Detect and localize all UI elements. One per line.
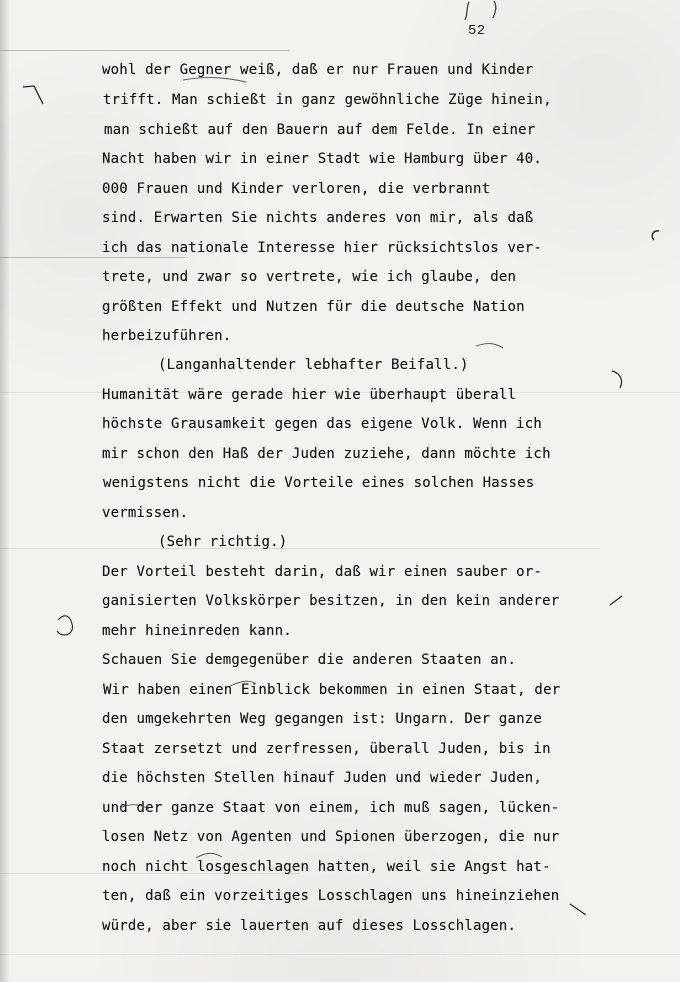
text-line: wenigstens nicht die Vorteile eines solchen Hasses (103, 475, 535, 491)
text-line: größten Effekt und Nutzen für die deutsche Nation (102, 299, 525, 315)
text-line: (Sehr richtig.) (158, 534, 288, 550)
text-line: Wir haben einen Einblick bekommen in einen Staat, der (103, 682, 561, 698)
text-line: Humanität wäre gerade hier wie überhaupt überall (102, 387, 517, 403)
text-line: mir schon den Haß der Juden zuziehe, dann möchte ich (102, 446, 551, 462)
text-line: mehr hineinreden kann. (102, 623, 292, 639)
text-line: trifft. Man schießt in ganz gewöhnliche Züge hinein, (103, 92, 552, 108)
text-line: 000 Frauen und Kinder verloren, die verbrannt (102, 181, 491, 197)
text-line: ganisierten Volkskörper besitzen, in den kein anderer (102, 593, 560, 609)
text-line: ich das nationale Interesse hier rücksichtslos ver- (102, 240, 543, 256)
text-line: Nacht haben wir in einer Stadt wie Hamburg über 40. (102, 151, 543, 167)
text-line: noch nicht losgeschlagen hatten, weil sie Angst hat- (102, 859, 551, 875)
text-line: vermissen. (102, 505, 189, 521)
text-line: wohl der Gegner weiß, daß er nur Frauen und Kinder (102, 62, 534, 78)
text-line: losen Netz von Agenten und Spionen überzogen, die nur (102, 829, 560, 845)
text-line: Staat zersetzt und zerfressen, überall Juden, bis in (102, 741, 551, 757)
text-line: trete, und zwar so vertrete, wie ich glaube, den (102, 269, 517, 285)
text-line: würde, aber sie lauerten auf dieses Losschlagen. (102, 918, 517, 934)
page-number: 52 (468, 23, 486, 39)
text-line: (Langanhaltender lebhafter Beifall.) (158, 357, 469, 373)
text-line: Der Vorteil besteht darin, daß wir einen sauber or- (102, 564, 543, 580)
text-line: und der ganze Staat von einem, ich muß sagen, lücken- (102, 800, 560, 816)
text-line: sind. Erwarten Sie nichts anderes von mir, als daß (102, 210, 534, 226)
text-line: man schießt auf den Bauern auf dem Felde. In einer (104, 122, 536, 138)
text-line: höchste Grausamkeit gegen das eigene Volk. Wenn ich (102, 416, 543, 432)
text-line: Schauen Sie demgegenüber die anderen Staaten an. (102, 652, 517, 668)
text-line: die höchsten Stellen hinauf Juden und wieder Juden, (102, 770, 543, 786)
text-line: herbeizuführen. (102, 328, 232, 344)
text-line: ten, daß ein vorzeitiges Losschlagen uns hineinziehen (102, 888, 560, 904)
text-line: den umgekehrten Weg gegangen ist: Ungarn. Der ganze (102, 711, 543, 727)
